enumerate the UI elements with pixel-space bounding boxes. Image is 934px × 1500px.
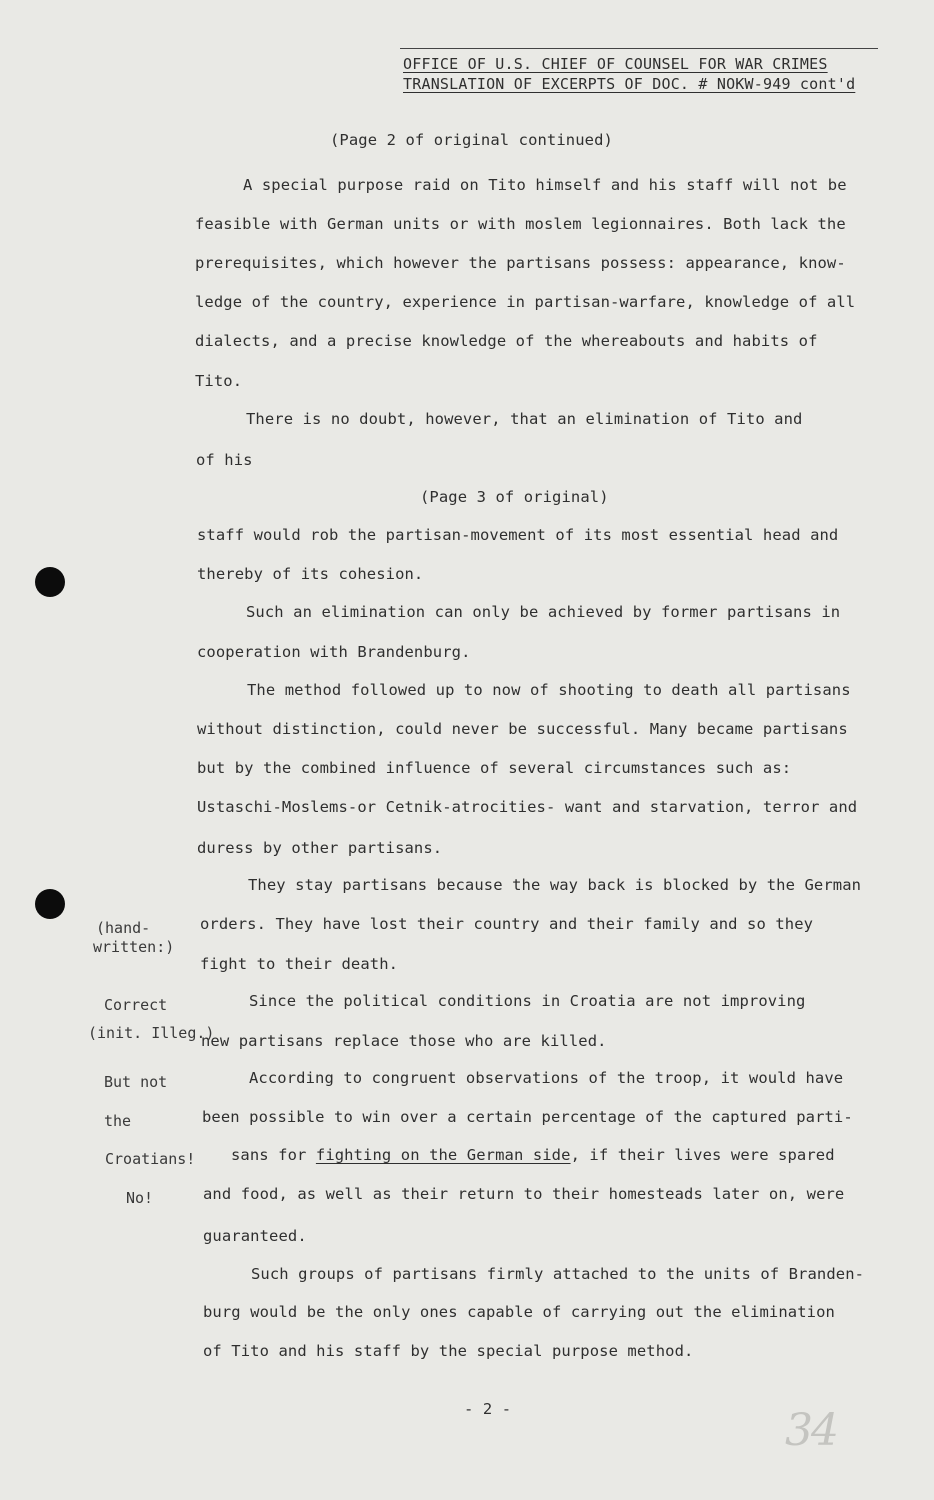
folio-number: 34 [785, 1405, 837, 1456]
punch-hole-lower [35, 889, 65, 919]
para8-line3-post: , if their lives were spared [570, 1146, 835, 1164]
para9-line2: burg would be the only ones capable of carrying out the elimination [203, 1303, 835, 1321]
para1-line6: Tito. [195, 372, 243, 390]
underlined-phrase: fighting on the German side [315, 1146, 571, 1164]
margin-handwritten-1: (hand- [96, 919, 151, 937]
margin-init-illeg: (init. Illeg.) [88, 1024, 215, 1042]
para3-line1: staff would rob the partisan-movement of its most essential head and [197, 526, 839, 544]
para8-line5: guaranteed. [203, 1227, 307, 1245]
para4-line1: Such an elimination can only be achieved by former partisans in [246, 603, 841, 621]
header-translation-line: TRANSLATION OF EXCERPTS OF DOC. # NOKW-949 cont'd [403, 75, 856, 93]
para8-line2: been possible to win over a certain percentage of the captured parti- [202, 1108, 853, 1126]
margin-no: No! [126, 1189, 154, 1207]
header-office-line: OFFICE OF U.S. CHIEF OF COUNSEL FOR WAR CRIMES [403, 55, 828, 73]
para8-line3 [231, 1145, 835, 1165]
para5-line2: without distinction, could never be successful. Many became partisans [197, 720, 848, 738]
margin-handwritten-2: written:) [93, 938, 175, 956]
para1-line3: prerequisites, which however the partisans possess: appearance, know- [195, 254, 846, 272]
para1-line1: A special purpose raid on Tito himself and his staff will not be [243, 176, 847, 194]
para6-line1: They stay partisans because the way back is blocked by the German [248, 876, 862, 894]
margin-the: the [104, 1112, 132, 1130]
para1-line4: ledge of the country, experience in partisan-warfare, knowledge of all [195, 293, 856, 311]
para2-line1: There is no doubt, however, that an elimination of Tito and [246, 410, 803, 428]
para9-line3: of Tito and his staff by the special purpose method. [203, 1342, 694, 1360]
para1-line5: dialects, and a precise knowledge of the whereabouts and habits of [195, 332, 818, 350]
para3-line2: thereby of its cohesion. [197, 565, 424, 583]
para8-line4: and food, as well as their return to their homesteads later on, were [203, 1185, 845, 1203]
para7-line1: Since the political conditions in Croatia are not improving [249, 992, 806, 1010]
para5-line4: Ustaschi-Moslems-or Cetnik-atrocities- want and starvation, terror and [197, 798, 858, 816]
para2-line2: of his [196, 451, 253, 469]
para4-line2: cooperation with Brandenburg. [197, 643, 471, 661]
para1-line2: feasible with German units or with moslem legionnaires. Both lack the [195, 215, 846, 233]
para8-line1: According to congruent observations of the troop, it would have [249, 1069, 844, 1087]
para6-line3: fight to their death. [200, 955, 399, 973]
margin-correct: Correct [104, 996, 168, 1014]
page-number: - 2 - [464, 1400, 512, 1418]
para5-line1: The method followed up to now of shooting to death all partisans [247, 681, 851, 699]
page-note-original-2: (Page 2 of original continued) [330, 131, 613, 149]
para6-line2: orders. They have lost their country and their family and so they [200, 915, 814, 933]
punch-hole-upper [35, 567, 65, 597]
margin-but-not: But not [104, 1073, 168, 1091]
header-top-rule [400, 48, 878, 49]
para7-line2: new partisans replace those who are killed. [201, 1032, 607, 1050]
para5-line3: but by the combined influence of several circumstances such as: [197, 759, 792, 777]
page-note-original-3: (Page 3 of original) [420, 488, 609, 506]
margin-croatians: Croatians! [105, 1150, 196, 1168]
para8-line3-pre: sans for [231, 1146, 316, 1164]
para9-line1: Such groups of partisans firmly attached to the units of Branden- [251, 1265, 865, 1283]
para5-line5: duress by other partisans. [197, 839, 443, 857]
